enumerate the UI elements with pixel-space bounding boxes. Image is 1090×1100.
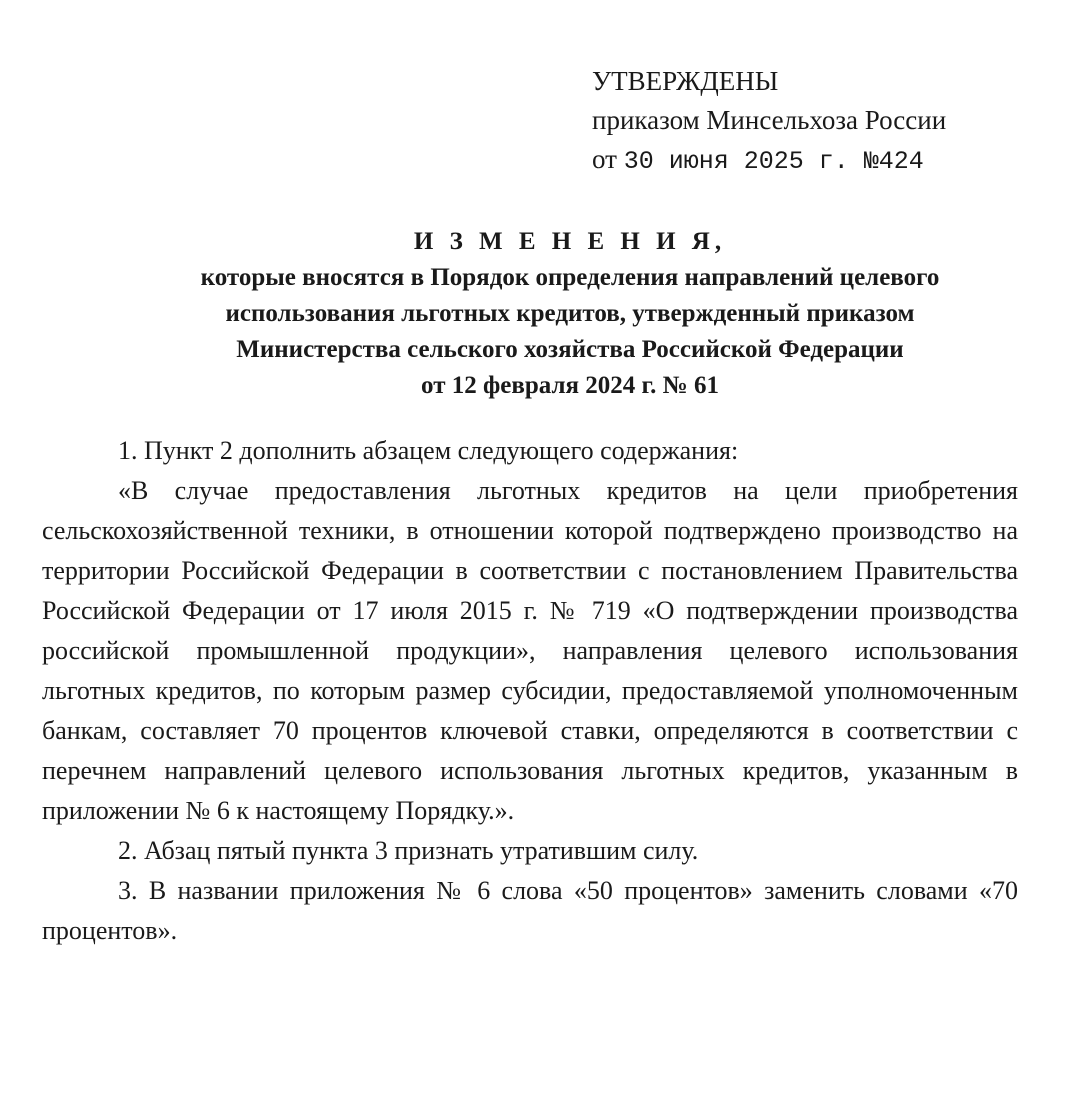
document-body xyxy=(42,431,1018,951)
approval-block xyxy=(592,62,1052,181)
approval-from-prefix: от xyxy=(592,144,617,174)
document-title xyxy=(40,224,1090,404)
title-line: использования льготных кредитов, утвержденный приказом xyxy=(225,300,915,327)
title-line: Министерства сельского хозяйства Российской Федерации xyxy=(236,336,904,363)
paragraph-2: 2. Абзац пятый пункта 3 признать утратившим силу. xyxy=(118,836,699,865)
title-heading: И З М Е Н Е Н И Я, xyxy=(413,228,727,255)
approval-order: приказом Минсельхоза России xyxy=(592,105,947,135)
approval-label: УТВЕРЖДЕНЫ xyxy=(592,66,779,96)
paragraph-3: 3. В названии приложения № 6 слова «50 процентов» заменить словами «70 процентов». xyxy=(42,876,1018,945)
approval-date-number: 30 июня 2025 г. №424 xyxy=(623,147,924,176)
paragraph-1: 1. Пункт 2 дополнить абзацем следующего содержания: xyxy=(118,436,739,465)
title-line: которые вносятся в Порядок определения направлений целевого xyxy=(200,264,940,291)
title-line: от 12 февраля 2024 г. № 61 xyxy=(421,372,719,399)
approval-date-line xyxy=(592,140,1052,181)
paragraph-quote: «В случае предоставления льготных кредитов на цели приобретения сельскохозяйственной техники, в отношении которой подтверждено производство на территории Российской Федерации в соответствии с постановлением Правительства Российской Федерации от 17 июля 2015 г. № 719 «О подтверждении производства российской промышленной продукции», направления целевого использования льготных кредитов, по которым размер субсидии, предоставляемой уполномоченным банкам, составляет 70 процентов ключевой ставки, определяются в соответствии с перечнем направлений целевого использования льготных кредитов, указанным в приложении № 6 к настоящему Порядку.». xyxy=(42,476,1018,825)
